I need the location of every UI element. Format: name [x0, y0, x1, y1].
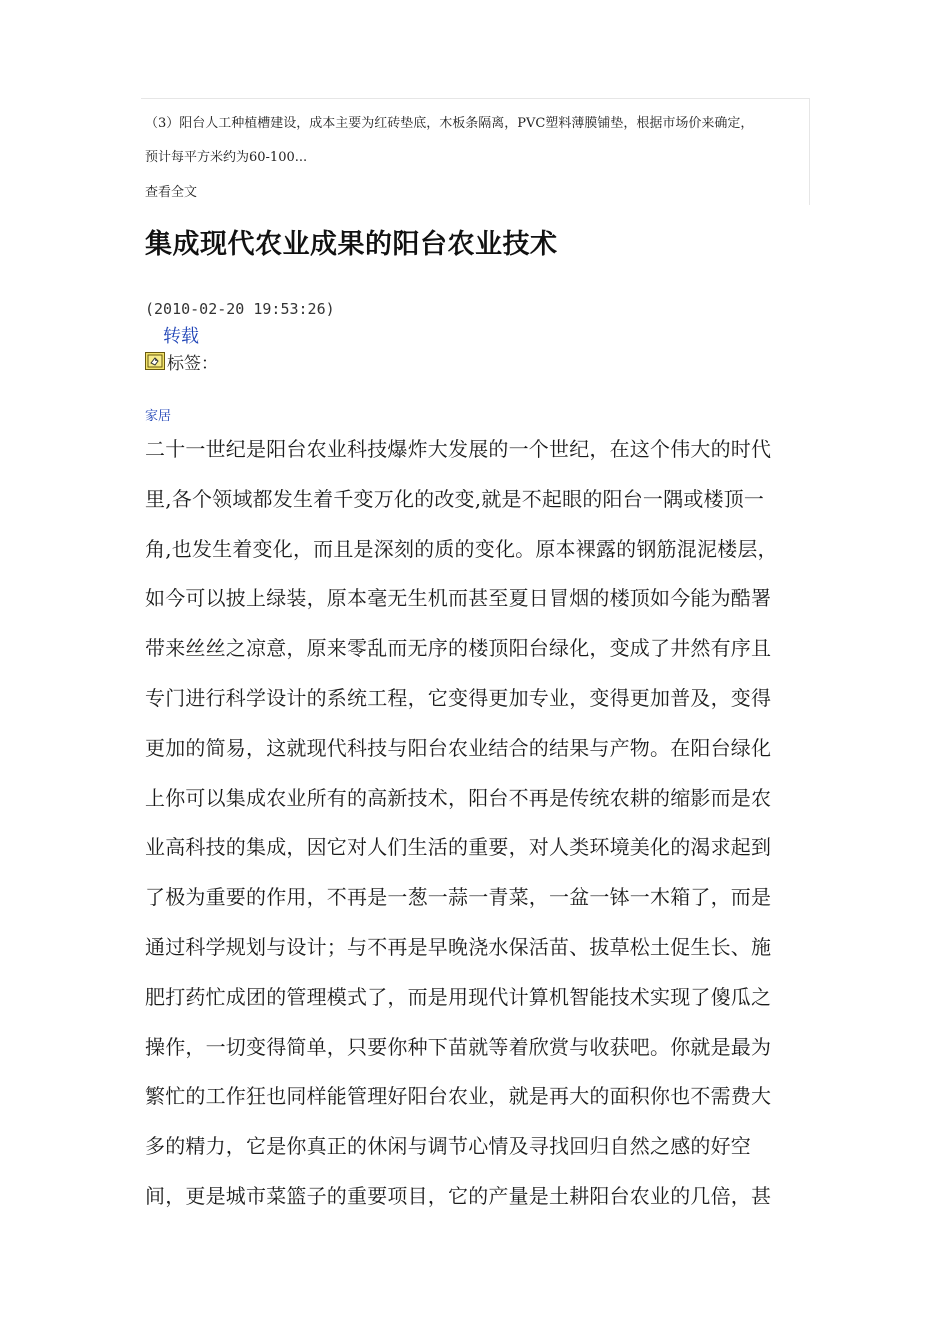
read-more-link[interactable]: 查看全文: [145, 185, 198, 200]
article-paragraph-line: 了极为重要的作用，不再是一葱一蒜一青菜，一盆一钵一木箱了，而是: [145, 885, 772, 909]
tag-link-home[interactable]: 家居: [145, 409, 172, 424]
excerpt-line: 预计每平方米约为60-100...: [145, 150, 308, 165]
article-paragraph-line: 带来丝丝之凉意，原来零乱而无序的楼顶阳台绿化，变成了井然有序且: [145, 636, 772, 660]
article-paragraph-line: 二十一世纪是阳台农业科技爆炸大发展的一个世纪，在这个伟大的时代: [145, 437, 772, 461]
article-paragraph-line: 角,也发生着变化，而且是深刻的质的变化。原本裸露的钢筋混泥楼层，: [145, 537, 778, 561]
article-paragraph-line: 如今可以披上绿装，原本毫无生机而甚至夏日冒烟的楼顶如今能为酷署: [145, 586, 772, 610]
article-paragraph-line: 上你可以集成农业所有的高新技术，阳台不再是传统农耕的缩影而是农: [145, 786, 772, 810]
tags-label: 标签：: [167, 353, 218, 374]
article-paragraph-line: 里,各个领域都发生着千变万化的改变,就是不起眼的阳台一隅或楼顶一: [145, 487, 765, 511]
tags-row: [145, 350, 218, 372]
article-paragraph-line: 操作，一切变得简单，只要你种下苗就等着欣赏与收获吧。你就是最为: [145, 1035, 772, 1059]
article-timestamp: (2010-02-20 19:53:26): [145, 300, 335, 318]
excerpt-line: （3）阳台人工种植槽建设，成本主要为红砖垫底，木板条隔离，PVC塑料薄膜铺垫，根据市场价来确定，: [145, 116, 754, 131]
article-paragraph-line: 业高科技的集成，因它对人们生活的重要，对人类环境美化的渴求起到: [145, 835, 772, 859]
repost-link[interactable]: 转载: [163, 326, 199, 347]
article-paragraph-line: 间，更是城市菜篮子的重要项目，它的产量是土耕阳台农业的几倍，甚: [145, 1184, 772, 1208]
article-paragraph-line: 更加的简易，这就现代科技与阳台农业结合的结果与产物。在阳台绿化: [145, 736, 772, 760]
article-paragraph-line: 多的精力，它是你真正的休闲与调节心情及寻找回归自然之感的好空: [145, 1134, 751, 1158]
tag-icon: [145, 352, 165, 370]
article-paragraph-line: 通过科学规划与设计；与不再是早晚浇水保活苗、拔草松土促生长、施: [145, 935, 772, 959]
article-paragraph-line: 肥打药忙成团的管理模式了，而是用现代计算机智能技术实现了傻瓜之: [145, 985, 772, 1009]
article-paragraph-line: 专门进行科学设计的系统工程，它变得更加专业，变得更加普及，变得: [145, 686, 772, 710]
article-title: 集成现代农业成果的阳台农业技术: [145, 229, 558, 260]
article-paragraph-line: 繁忙的工作狂也同样能管理好阳台农业，就是再大的面积你也不需费大: [145, 1084, 772, 1108]
